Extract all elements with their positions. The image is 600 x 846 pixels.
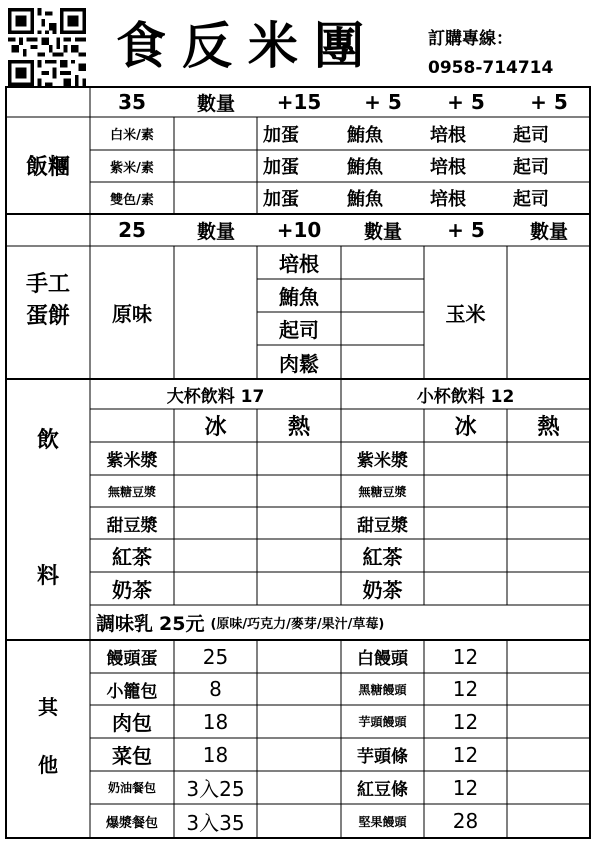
- other-item-price: 18: [202, 709, 229, 734]
- egg-qty-header: 數量: [196, 220, 235, 243]
- other-item-name: 奶油餐包: [107, 781, 156, 795]
- other-item-name: 爆漿餐包: [105, 815, 158, 831]
- other-item-price: 3入25: [186, 777, 245, 801]
- egg-price: 25: [118, 218, 146, 242]
- rice-option: 起司: [513, 189, 549, 210]
- rice-add5-header-3: + 5: [530, 90, 568, 114]
- rice-base: 白米/素: [110, 128, 154, 143]
- drink-item-small: 奶茶: [362, 578, 403, 602]
- egg-qty-header: 數量: [529, 220, 568, 243]
- other-item-name: 白饅頭: [357, 649, 408, 669]
- flavored-milk-flavors: (原味/巧克力/麥芽/果汁/草莓): [210, 617, 385, 632]
- drinks-large-label: 大杯飲料 17: [166, 386, 265, 407]
- egg-addon: 肉鬆: [279, 351, 319, 376]
- shop-name: 食反米團: [116, 17, 380, 75]
- drink-item-large: 無糖豆漿: [107, 484, 156, 499]
- rice-option: 鮪魚: [347, 124, 383, 146]
- rice-option: 加蛋: [263, 157, 299, 178]
- egg-addon: 培根: [279, 252, 319, 276]
- hotline-number[interactable]: 0958-714714: [428, 58, 554, 78]
- other-item-price: 12: [452, 775, 479, 800]
- egg-qty-header: 數量: [363, 220, 402, 243]
- drinks-category-top: 飲: [36, 427, 59, 453]
- small-hot-header: 熱: [537, 415, 560, 440]
- rice-add5-header-1: + 5: [364, 90, 402, 114]
- other-item-price: 3入35: [186, 810, 245, 835]
- rice-option: 起司: [513, 124, 549, 146]
- other-item-name: 黑糖饅頭: [358, 682, 407, 697]
- other-item-name: 小籠包: [106, 681, 158, 702]
- hotline-label: 訂購專線：: [428, 29, 513, 49]
- drink-item-large: 紅茶: [112, 545, 152, 569]
- other-item-price: 12: [452, 644, 479, 669]
- other-item-price: 12: [452, 742, 479, 767]
- rice-option: 加蛋: [263, 189, 299, 210]
- rice-base: 雙色/素: [110, 192, 154, 208]
- others-category-top: 其: [38, 694, 58, 719]
- egg-add5-header: + 5: [447, 218, 485, 242]
- drink-item-large: 紫米漿: [106, 451, 158, 471]
- rice-option: 鮪魚: [347, 189, 383, 210]
- other-item-name: 肉包: [112, 711, 152, 735]
- flavored-milk-name: 調味乳: [96, 613, 154, 635]
- drink-item-small: 紅茶: [362, 545, 403, 569]
- flavored-milk-row: [90, 605, 590, 640]
- rice-option: 加蛋: [263, 124, 299, 146]
- rice-option: 培根: [430, 189, 466, 210]
- flavored-milk-price: 25元: [159, 613, 205, 635]
- other-item-name: 菜包: [112, 744, 152, 768]
- other-item-price: 8: [209, 677, 222, 701]
- other-item-price: 25: [202, 644, 229, 669]
- other-item-name: 芋頭饅頭: [358, 715, 407, 729]
- drink-item-large: 奶茶: [112, 578, 152, 602]
- rice-option: 培根: [430, 124, 466, 146]
- rice-price: 35: [118, 90, 146, 114]
- rice-option: 鮪魚: [347, 157, 383, 178]
- other-item-price: 28: [452, 809, 479, 833]
- rice-add5-header-2: + 5: [447, 90, 485, 114]
- egg-category-line2: 蛋餅: [25, 303, 70, 329]
- rice-qty-header: 數量: [196, 92, 235, 115]
- drink-item-small: 紫米漿: [357, 451, 408, 471]
- drinks-small-label: 小杯飲料 12: [416, 386, 515, 407]
- egg-add10-header: +10: [276, 218, 322, 242]
- other-item-price: 12: [452, 709, 479, 734]
- egg-addon: 鮪魚: [279, 285, 319, 309]
- rice-base: 紫米/素: [110, 160, 154, 176]
- small-ice-header: 冰: [454, 415, 477, 440]
- drink-item-small: 無糖豆漿: [358, 484, 407, 499]
- other-item-name: 堅果饅頭: [358, 814, 407, 829]
- others-category-bottom: 他: [38, 752, 58, 777]
- drink-item-large: 甜豆漿: [106, 515, 158, 536]
- drink-item-small: 甜豆漿: [357, 515, 408, 536]
- other-item-price: 18: [202, 742, 229, 767]
- other-item-price: 12: [452, 677, 479, 701]
- other-item-name: 饅頭蛋: [106, 649, 158, 669]
- egg-base: 原味: [112, 302, 152, 326]
- egg-addon: 起司: [279, 318, 319, 342]
- rice-add15-header: +15: [276, 90, 322, 114]
- rice-option: 起司: [513, 157, 549, 178]
- large-ice-header: 冰: [204, 415, 227, 440]
- rice-option: 培根: [430, 157, 466, 178]
- egg-category-line1: 手工: [25, 271, 70, 297]
- rice-category-label: 飯糰: [25, 155, 70, 180]
- egg-corn: 玉米: [445, 302, 486, 326]
- other-item-name: 紅豆條: [357, 780, 408, 800]
- large-hot-header: 熱: [287, 415, 310, 440]
- other-item-name: 芋頭條: [357, 747, 408, 767]
- drinks-category-bottom: 料: [36, 563, 59, 589]
